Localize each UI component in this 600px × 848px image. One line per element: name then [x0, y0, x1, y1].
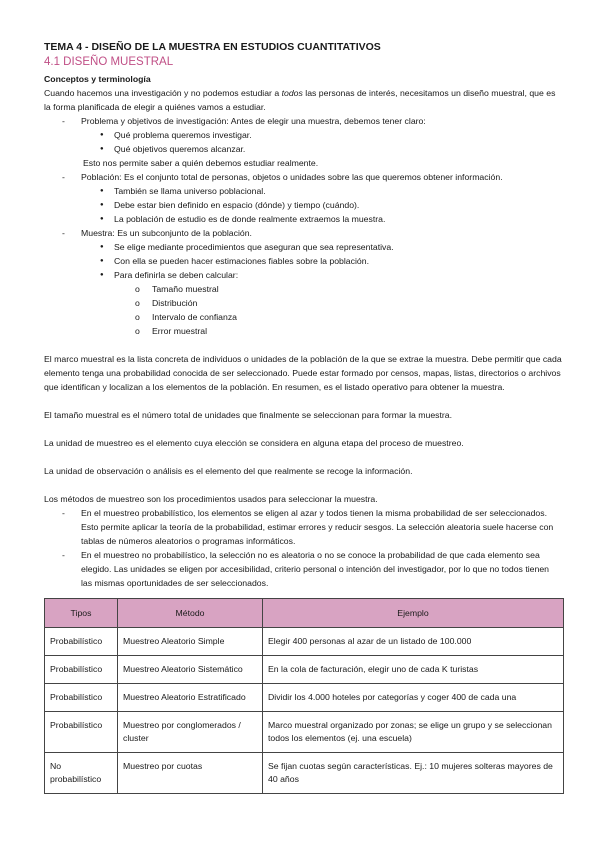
list-subitem: ● Qué objetivos queremos alcanzar. — [44, 142, 562, 156]
table-cell-tipo: No probabilístico — [45, 753, 118, 794]
spacer — [44, 394, 562, 408]
list-subitem: ● Debe estar bien definido en espacio (dónde) y tiempo (cuándo). — [44, 198, 562, 212]
spacer — [44, 422, 562, 436]
spacer — [44, 338, 562, 352]
paragraph-metodos: Los métodos de muestreo son los procedimientos usados para seleccionar la muestra. — [44, 494, 378, 504]
spacer — [44, 478, 562, 492]
table-row — [45, 753, 564, 794]
table-cell-tipo: Probabilístico — [45, 712, 118, 753]
intro-emphasis: todos — [281, 88, 303, 98]
paragraph-tamano-muestral: El tamaño muestral es el número total de unidades que finalmente se seleccionan para formar la muestra. — [44, 410, 453, 420]
methods-list — [44, 506, 562, 590]
list-subsubitem: o Distribución — [44, 296, 562, 310]
list-item-poblacion: - Población: Es el conjunto total de personas, objetos o unidades sobre las que queremos obtener información. — [44, 170, 562, 184]
list-subsubitem: o Intervalo de confianza — [44, 310, 562, 324]
list-subitem: ● Para definirla se deben calcular: — [44, 268, 562, 282]
table-cell-tipo: Probabilístico — [45, 628, 118, 656]
spacer — [44, 450, 562, 464]
list-subitem: ● También se llama universo poblacional. — [44, 184, 562, 198]
list-note: Esto nos permite saber a quién debemos estudiar realmente. — [83, 158, 319, 168]
table-header-metodo: Método — [118, 599, 263, 628]
list-subitem: ● Con ella se pueden hacer estimaciones fiables sobre la población. — [44, 254, 562, 268]
list-item-probabilistico: - En el muestreo probabilístico, los elementos se eligen al azar y todos tienen la misma probabilidad de ser seleccionados. Esto permite aplicar la teoría de la probabilidad, estimar errores y reducir sesgos. La selección aleatoria suele hacerse con tablas de números aleatorios o programas informáticos. — [44, 506, 562, 548]
table-cell-metodo: Muestreo por conglomerados / cluster — [118, 712, 263, 753]
list-item-problema: - Problema y objetivos de investigación: Antes de elegir una muestra, debemos tener claro: — [44, 114, 562, 128]
table-header-row — [45, 599, 564, 628]
table-cell-metodo: Muestreo por cuotas — [118, 753, 263, 794]
table-cell-ejemplo: En la cola de facturación, elegir uno de cada K turistas — [263, 656, 564, 684]
table-cell-metodo: Muestreo Aleatorio Simple — [118, 628, 263, 656]
paragraph-unidad-observacion: La unidad de observación o análisis es el elemento del que realmente se recoge la información. — [44, 466, 413, 476]
table-cell-ejemplo: Elegir 400 personas al azar de un listado de 100.000 — [263, 628, 564, 656]
main-title: TEMA 4 - DISEÑO DE LA MUESTRA EN ESTUDIOS CUANTITATIVOS — [44, 41, 381, 53]
list-subsubitem: o Error muestral — [44, 324, 562, 338]
paragraph-marco-muestral: El marco muestral es la lista concreta de individuos o unidades de la población de la que se extrae la muestra. Debe permitir que cada elemento tenga una probabilidad conocida de ser seleccionado. Puede estar formado por censos, mapas, listas, directorios o archivos que identifican y localizan a los elementos de la población. En resumen, es el listado operativo para obtener la muestra. — [44, 354, 562, 392]
concepts-list — [44, 114, 562, 338]
table-cell-tipo: Probabilístico — [45, 684, 118, 712]
paragraph-unidad-muestreo: La unidad de muestreo es el elemento cuya elección se considera en alguna etapa del proceso de muestreo. — [44, 438, 464, 448]
table-cell-ejemplo: Se fijan cuotas según características. Ej.: 10 mujeres solteras mayores de 40 años — [263, 753, 564, 794]
table-row — [45, 628, 564, 656]
list-subitem: ● La población de estudio es de donde realmente extraemos la muestra. — [44, 212, 562, 226]
section-title: 4.1 DISEÑO MUESTRAL — [44, 56, 174, 68]
table-row — [45, 656, 564, 684]
subheading: Conceptos y terminología — [44, 74, 151, 84]
table-header-tipos: Tipos — [45, 599, 118, 628]
table-header-ejemplo: Ejemplo — [263, 599, 564, 628]
intro-text-before: Cuando hacemos una investigación y no podemos estudiar a — [44, 88, 282, 98]
intro-paragraph — [44, 86, 562, 114]
list-subitem: ● Se elige mediante procedimientos que aseguran que sea representativa. — [44, 240, 562, 254]
table-cell-metodo: Muestreo Aleatorio Sistemático — [118, 656, 263, 684]
list-subitem: ● Qué problema queremos investigar. — [44, 128, 562, 142]
list-subsubitem: o Tamaño muestral — [44, 282, 562, 296]
table-row — [45, 684, 564, 712]
list-item-muestra: - Muestra: Es un subconjunto de la población. — [44, 226, 562, 240]
sampling-methods-table — [44, 598, 564, 794]
list-item-no-probabilistico: - En el muestreo no probabilístico, la selección no es aleatoria o no se conoce la probabilidad de que cada elemento sea elegido. Las unidades se eligen por accesibilidad, criterio personal o intención del investigador, por lo que no todos tienen las mismas oportunidades de ser seleccionados. — [44, 548, 562, 590]
table-cell-ejemplo: Dividir los 4.000 hoteles por categorías y coger 400 de cada una — [263, 684, 564, 712]
table-cell-ejemplo: Marco muestral organizado por zonas; se elige un grupo y se seleccionan todos los elementos (ej. una escuela) — [263, 712, 564, 753]
table-cell-metodo: Muestreo Aleatorio Estratificado — [118, 684, 263, 712]
intro-text-after: las personas de interés, necesitamos un diseño muestral, que es la forma planificada de elegir a quiénes vamos a estudiar. — [44, 88, 556, 112]
table-cell-tipo: Probabilístico — [45, 656, 118, 684]
table-row — [45, 712, 564, 753]
